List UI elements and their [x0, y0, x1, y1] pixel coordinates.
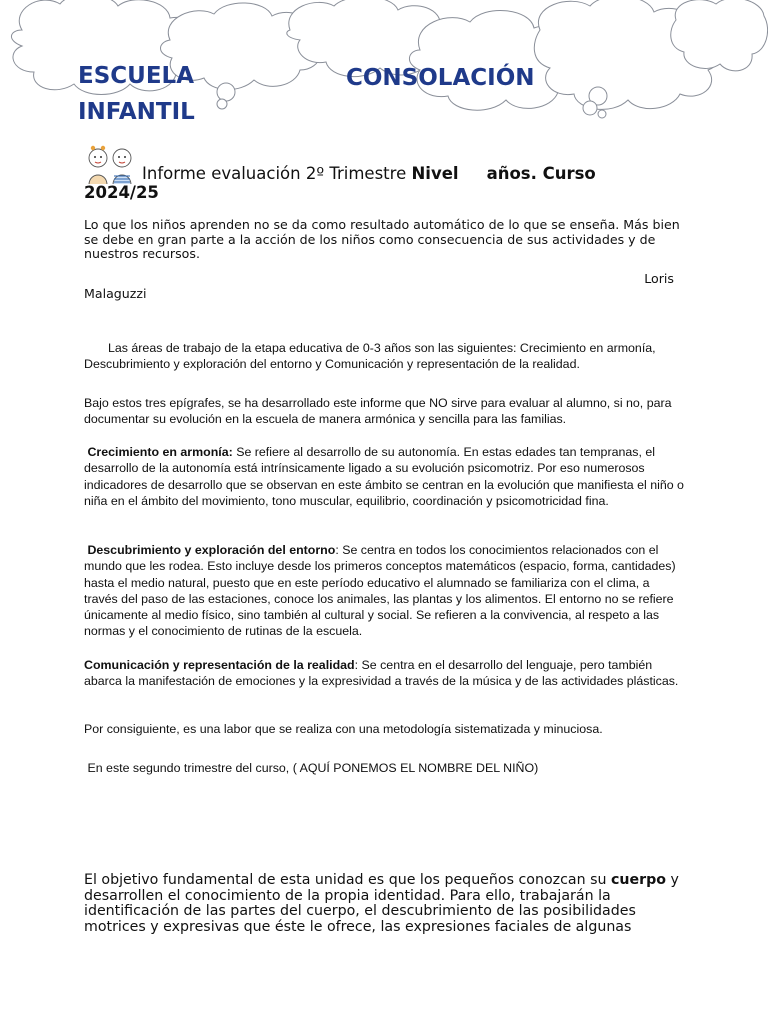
school-title-line1: ESCUELA — [78, 63, 194, 89]
paragraph-purpose: Bajo estos tres epígrafes, se ha desarrollado este informe que NO sirve para evaluar al alumno, si no, para documentar su evolución en la escuela de manera armónica y sencilla para las familias. — [84, 396, 672, 427]
paragraph-crecimiento — [84, 444, 684, 509]
objective-after: y desarrollen el conocimiento de la propia identidad. Para ello, trabajarán la identificación de las partes del cuerpo, el descubrimiento de las posibilidades motrices y expresivas que éste le ofrece, las expresiones faciales de algunas — [84, 872, 679, 935]
paragraph-areas-text: Las áreas de trabajo de la etapa educativa de 0-3 años son las siguientes: Crecimiento en armonía, Descubrimiento y exploración del entorno y Comunicación y representación de la realidad. — [84, 341, 656, 372]
objective-bold: cuerpo — [610, 872, 667, 888]
comunicacion-label: Comunicación y representación de la realidad — [84, 658, 355, 672]
bubble-5 — [598, 110, 606, 118]
paragraph-areas — [84, 340, 684, 373]
bubble-4 — [583, 101, 597, 115]
report-title — [84, 164, 664, 202]
trimester-text: En este segundo trimestre del curso, ( AQUÍ PONEMOS EL NOMBRE DEL NIÑO) — [87, 761, 539, 775]
comunicacion-text: : Se centra en el desarrollo del lenguaje, pero también abarca la manifestación de emociones y la expresividad a través de la música y de las actividades plásticas. — [84, 658, 679, 689]
quote-text: Lo que los niños aprenden no se da como resultado automático de lo que se enseña. Más bien se debe en gran parte a la acción de los niños como consecuencia de sus actividades y de nuestros recursos. — [84, 217, 680, 261]
report-title-level: Nivel — [411, 164, 459, 183]
school-name: CONSOLACIÓN — [346, 65, 535, 91]
objective-before: El objetivo fundamental de esta unidad es que los pequeños conozcan su — [84, 872, 611, 888]
quote-author — [84, 272, 674, 301]
bubble-1 — [217, 83, 235, 101]
bubble-2 — [217, 99, 227, 109]
paragraph-comunicacion — [84, 657, 684, 690]
paragraph-descubrimiento — [84, 542, 684, 640]
crecimiento-text: Se refiere al desarrollo de su autonomía. En estas edades tan tempranas, el desarrollo de la autonomía está intrínsicamente ligado a su evolución psicomotriz. Por eso numerosos indicadores de desarrollo que se observan en este ámbito se centran en la evolución que manifiesta el niño o niña en el ámbito del movimiento, tono muscular, equilibrio, coordinación y psicomotricidad fina. — [84, 445, 684, 508]
school-title-escuela-infantil — [78, 58, 194, 130]
report-title-years: años. Curso — [486, 164, 596, 183]
crecimiento-label: Crecimiento en armonía: — [87, 445, 233, 459]
paragraph-methodology: Por consiguiente, es una labor que se realiza con una metodología sistematizada y minuciosa. — [84, 722, 603, 736]
descubrimiento-text: : Se centra en todos los conocimientos relacionados con el mundo que les rodea. Esto incluye desde los primeros conceptos matemáticos (espacio, forma, cantidades) hasta el medio natural, puesto que en este período educativo el alumnado se familiariza con el clima, a través del paso de las estaciones, conoce los animales, las plantas y los alimentos. El entorno no se refiere únicamente al medio físico, sino también al cultural y social. Se refieren a la convivencia, al respeto a las normas y el conocimiento de rutinas de la escuela. — [84, 543, 676, 639]
report-title-course: 2024/25 — [84, 183, 159, 202]
descubrimiento-label: Descubrimiento y exploración del entorno — [87, 543, 336, 557]
paragraph-trimester — [84, 760, 684, 776]
school-title-line2: INFANTIL — [78, 99, 195, 125]
report-title-main: Informe evaluación 2º Trimestre — [142, 164, 407, 183]
quote-author-first: Loris — [644, 271, 674, 286]
quote-author-last: Malaguzzi — [84, 285, 147, 301]
paragraph-objective — [84, 873, 684, 935]
